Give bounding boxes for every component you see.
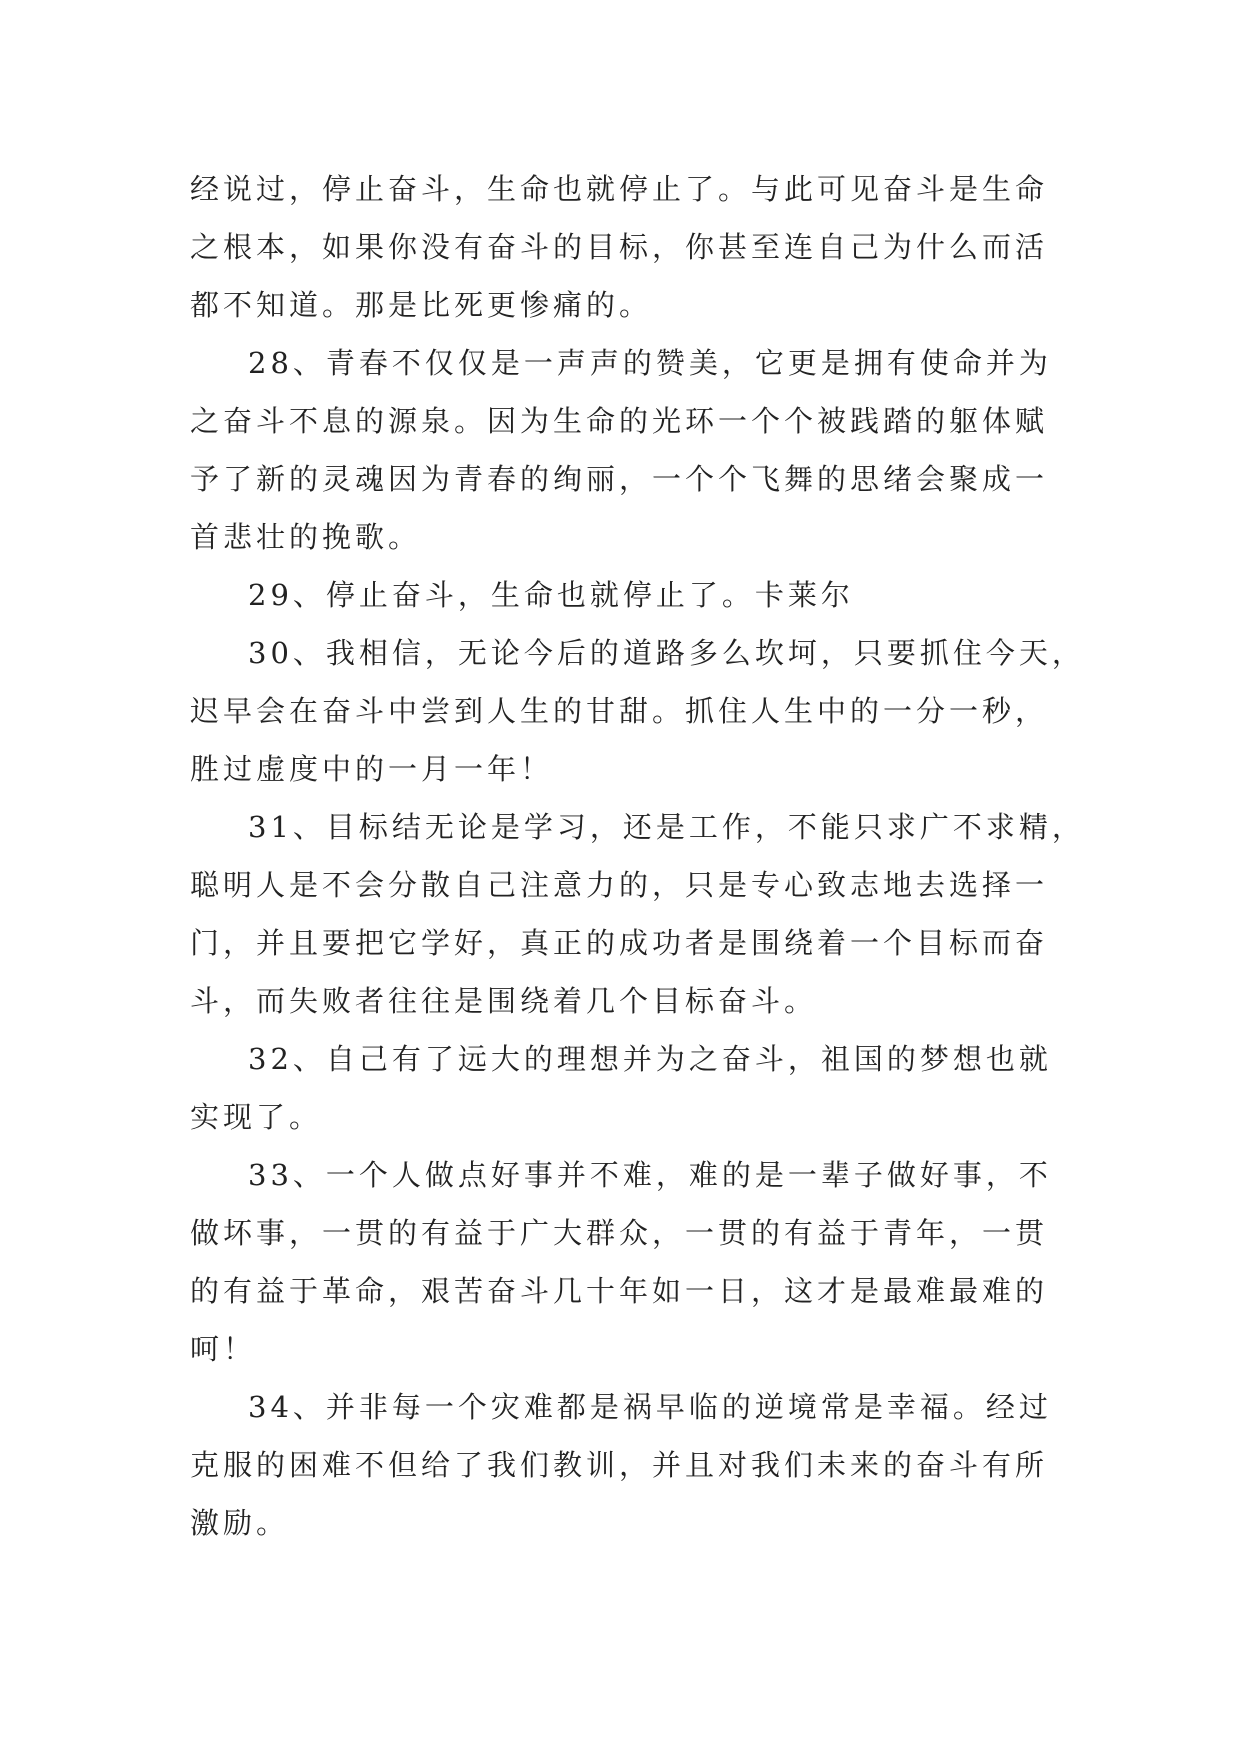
text-line: 激励。 — [190, 1506, 290, 1540]
paragraph-32 — [190, 1030, 1052, 1146]
text-line: 之奋斗不息的源泉。因为生命的光环一个个被践踏的躯体赋 — [190, 404, 1049, 438]
text-line: 28、青春不仅仅是一声声的赞美，它更是拥有使命并为 — [248, 346, 1052, 380]
text-line: 聪明人是不会分散自己注意力的，只是专心致志地去选择一 — [190, 868, 1049, 902]
paragraph-31 — [190, 798, 1085, 1030]
paragraph-28 — [190, 334, 1052, 566]
paragraph-30 — [190, 624, 1085, 798]
paragraph-34 — [190, 1378, 1052, 1552]
text-line: 做坏事，一贯的有益于广大群众，一贯的有益于青年，一贯 — [190, 1216, 1049, 1250]
text-line: 33、一个人做点好事并不难，难的是一辈子做好事，不 — [248, 1158, 1052, 1192]
text-line: 呵！ — [190, 1332, 257, 1366]
text-line: 29、停止奋斗，生命也就停止了。卡莱尔 — [248, 578, 854, 612]
text-line: 斗，而失败者往往是围绕着几个目标奋斗。 — [190, 984, 818, 1018]
paragraph-29 — [190, 566, 1048, 624]
text-line: 都不知道。那是比死更惨痛的。 — [190, 288, 653, 322]
text-line: 胜过虚度中的一月一年！ — [190, 752, 554, 786]
text-line: 迟早会在奋斗中尝到人生的甘甜。抓住人生中的一分一秒， — [190, 694, 1049, 728]
text-line: 实现了。 — [190, 1100, 323, 1134]
text-line: 之根本，如果你没有奋斗的目标，你甚至连自己为什么而活 — [190, 230, 1049, 264]
text-line: 克服的困难不但给了我们教训，并且对我们未来的奋斗有所 — [190, 1448, 1049, 1482]
text-line: 首悲壮的挽歌。 — [190, 520, 422, 554]
text-line: 32、自己有了远大的理想并为之奋斗，祖国的梦想也就 — [248, 1042, 1052, 1076]
paragraph-continuation — [190, 160, 1048, 334]
text-line: 34、并非每一个灾难都是祸早临的逆境常是幸福。经过 — [248, 1390, 1052, 1424]
text-line: 经说过，停止奋斗，生命也就停止了。与此可见奋斗是生命 — [190, 172, 1049, 206]
paragraph-33 — [190, 1146, 1052, 1378]
text-line: 30、我相信，无论今后的道路多么坎坷，只要抓住今天， — [248, 636, 1085, 670]
text-line: 予了新的灵魂因为青春的绚丽，一个个飞舞的思绪会聚成一 — [190, 462, 1049, 496]
document-body — [190, 160, 1085, 1552]
text-line: 门，并且要把它学好，真正的成功者是围绕着一个目标而奋 — [190, 926, 1049, 960]
text-line: 的有益于革命，艰苦奋斗几十年如一日，这才是最难最难的 — [190, 1274, 1049, 1308]
text-line: 31、目标结无论是学习，还是工作，不能只求广不求精， — [248, 810, 1085, 844]
